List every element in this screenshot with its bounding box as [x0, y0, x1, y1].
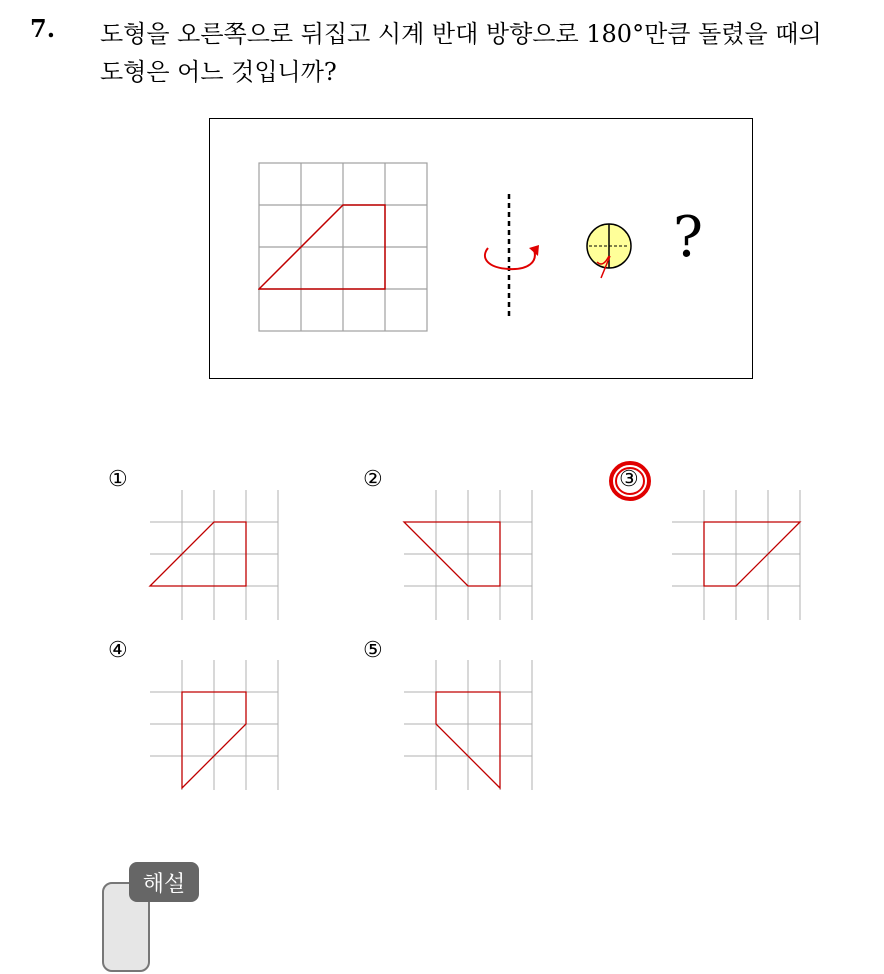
explanation-button[interactable] — [100, 862, 200, 974]
option-3-label[interactable]: ③ — [619, 467, 639, 492]
option-1-figure[interactable] — [148, 488, 280, 620]
question-number: 7. — [30, 14, 56, 43]
option-2-figure[interactable] — [402, 488, 534, 620]
option-5-label[interactable]: ⑤ — [363, 638, 383, 663]
unknown-result-mark: ? — [673, 205, 704, 270]
option-4-label[interactable]: ④ — [108, 638, 128, 663]
question-text-line-1: 도형을 오른쪽으로 뒤집고 시계 반대 방향으로 180°만큼 돌렸을 때의 — [100, 20, 822, 48]
option-5-figure[interactable] — [402, 658, 534, 790]
rotate-180-ccw-icon — [583, 220, 635, 282]
option-3-figure[interactable] — [670, 488, 802, 620]
option-2-label[interactable]: ② — [363, 467, 383, 492]
option-4-figure[interactable] — [148, 658, 280, 790]
flip-right-icon — [478, 190, 548, 320]
original-grid — [259, 163, 427, 331]
explanation-button-label[interactable]: 해설 — [129, 862, 199, 902]
original-shape-figure — [258, 162, 430, 334]
option-1-label[interactable]: ① — [108, 467, 128, 492]
question-text-line-2: 도형은 어느 것입니까? — [100, 58, 337, 86]
